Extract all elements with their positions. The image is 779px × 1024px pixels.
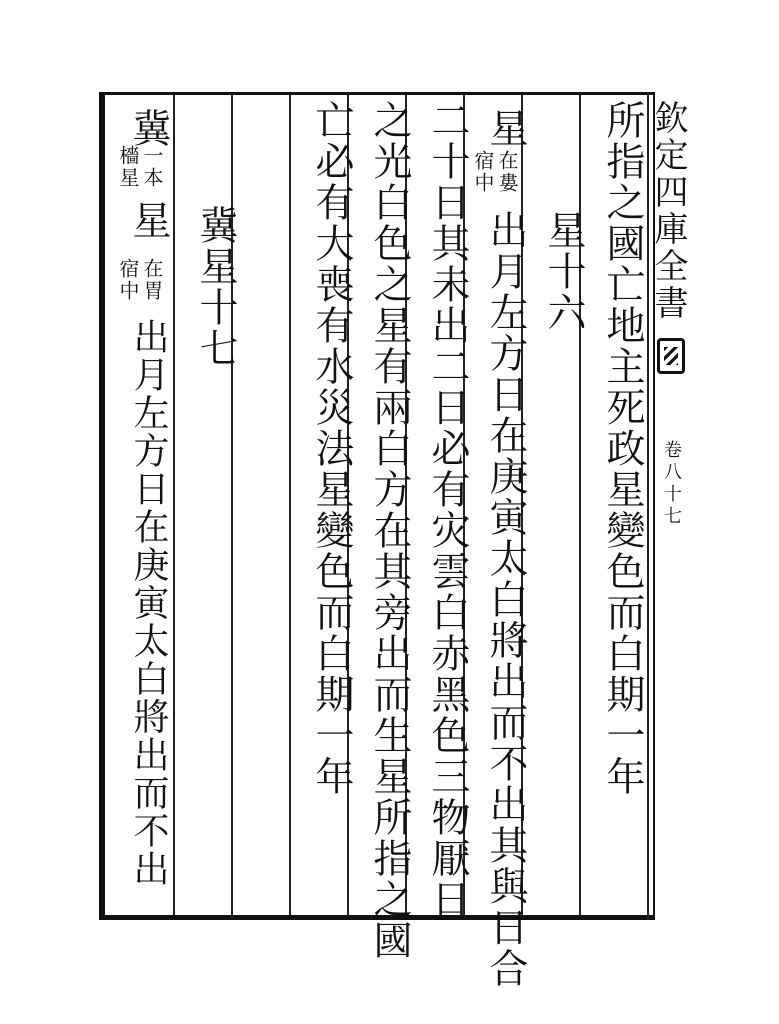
- book-title: 欽定四庫全書: [648, 100, 688, 322]
- note-line: 宿中: [116, 258, 140, 302]
- column-rule: [289, 95, 291, 915]
- text-column-3: 出月左方日在庚寅太白將出而不出其與日合: [483, 210, 528, 989]
- column-8-note-1: [112, 145, 168, 189]
- note-line: 宿中: [471, 150, 495, 194]
- text-column-4: 二十日其未出二日必有灾雲白赤黑色三物厭日: [425, 100, 470, 920]
- column-3-head: 星: [483, 108, 528, 149]
- note-line: 檣星: [116, 145, 140, 189]
- volume-label: 卷八十七: [661, 440, 682, 528]
- note-line: 一本: [140, 145, 164, 189]
- section-heading-17: 冀星十七: [193, 205, 238, 369]
- seal-icon: [657, 338, 685, 374]
- column-3-note: [467, 150, 523, 194]
- text-column-5: 之光白色之星有兩白方在其旁出而生星所指之國: [367, 100, 412, 961]
- note-line: 在婁: [495, 150, 519, 194]
- note-line: 在胃: [140, 258, 164, 302]
- column-8-head: 冀: [126, 108, 171, 149]
- column-8-note-2: [112, 258, 168, 302]
- text-column-6: 亡必有大喪有水災法星變色而白期一年: [309, 100, 354, 797]
- text-column-8: 出月左方日在庚寅太白將出而不出: [128, 318, 169, 888]
- section-heading-16: 星十六: [541, 210, 586, 333]
- column-8-head-2: 星: [126, 200, 171, 241]
- text-column-1: 所指之國亡地主死政星變色而白期一年: [600, 100, 645, 797]
